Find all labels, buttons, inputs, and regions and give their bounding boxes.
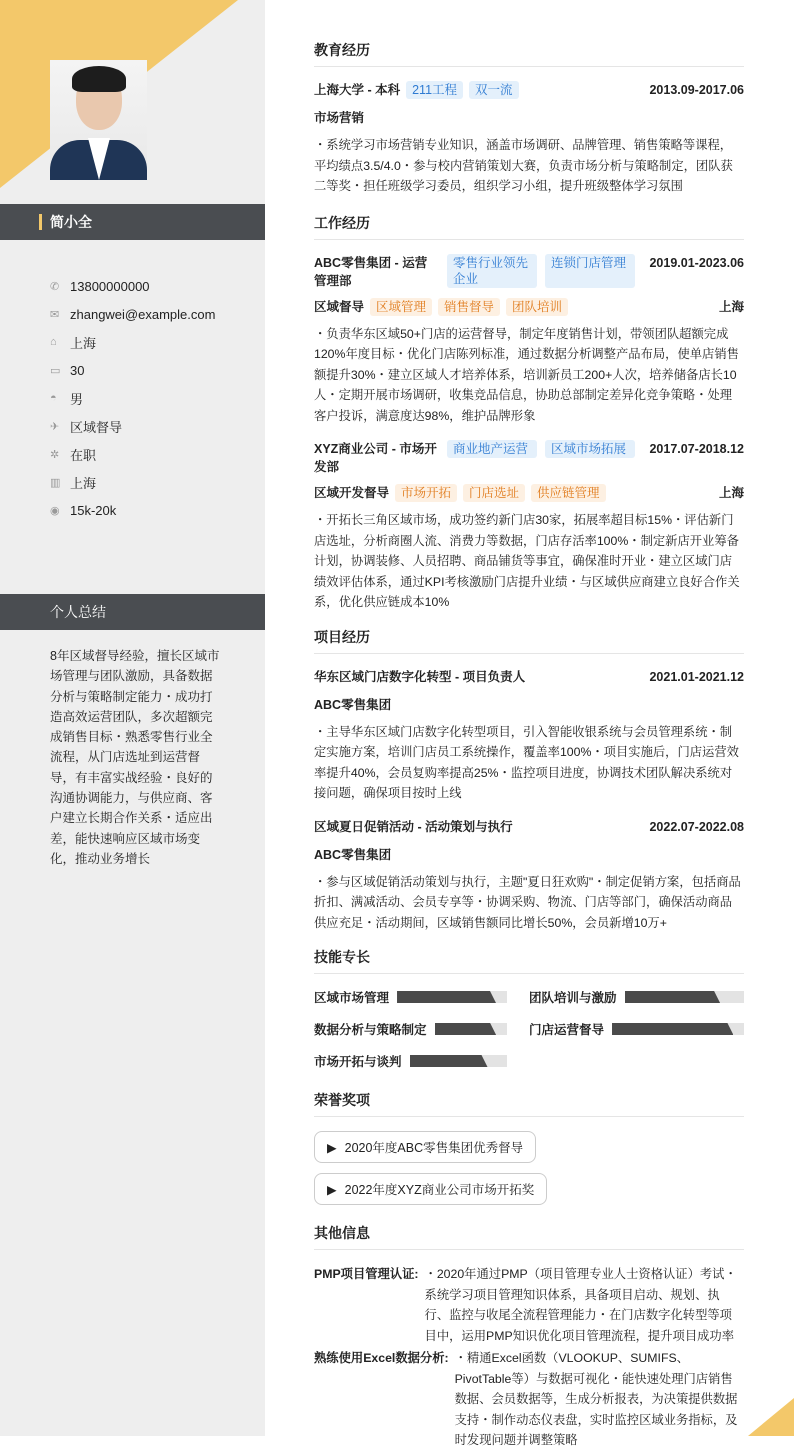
tag: 市场开拓 <box>395 484 457 502</box>
date: 2013.09-2017.06 <box>649 83 744 97</box>
date: 2019.01-2023.06 <box>649 255 744 270</box>
skill-name: 市场开拓与谈判 <box>314 1055 402 1069</box>
contact-phone <box>50 272 215 300</box>
tag: 区域管理 <box>370 298 432 316</box>
major: 市场营销 <box>314 111 365 125</box>
contact-position <box>50 412 215 440</box>
triangle-right-icon: ▶ <box>327 1141 337 1155</box>
sidebar <box>0 0 265 1436</box>
role: 区域开发督导 <box>314 486 390 500</box>
award-item[interactable] <box>314 1131 536 1163</box>
tag: 连锁门店管理 <box>545 254 635 288</box>
age-icon: ▭ <box>50 364 61 377</box>
tag: 双一流 <box>469 81 519 99</box>
summary-text: 8年区域督导经验，擅长区域市场管理与团队激励，具备数据分析与策略制定能力・成功打造高效运营团队，多次超额完成销售目标・熟悉零售行业全流程，从门店选址到运营督导，有丰富实战经验・良好的沟通协调能力，与供应商、客户建立长期合作关系・适应出差，能快速响应区域市场变化，推动业务增长 <box>50 649 220 866</box>
role: 区域督导 <box>314 299 365 314</box>
contact-text: 30 <box>70 362 85 378</box>
other-text: ・精通Excel函数（VLOOKUP、SUMIFS、PivotTable等）与数据可视化・能快速处理门店销售数据、会员数据等，生成分析报表，为决策提供数据支持・制作动态仪表盘，实时监控区域业务指标，及时发现问题并调整策略 <box>454 1351 738 1447</box>
skill-item <box>314 988 529 1006</box>
building-icon: ▥ <box>50 476 61 489</box>
skill-bar-fill <box>612 1023 733 1035</box>
skill-item <box>529 1020 744 1038</box>
contact-email <box>50 300 215 328</box>
project-org: ABC零售集团 <box>314 697 392 712</box>
date: 2021.01-2021.12 <box>649 669 744 684</box>
tag: 区域市场拓展 <box>545 440 635 458</box>
tag: 211工程 <box>406 81 463 99</box>
work-header <box>314 440 744 476</box>
status-icon: ✲ <box>50 448 60 461</box>
other-label: 熟练使用Excel数据分析: <box>314 1351 449 1365</box>
education-desc: ・系统学习市场营销专业知识，涵盖市场调研、品牌管理、销售策略等课程，平均绩点3.5/4.0・参与校内营销策划大赛，负责市场分析与策略制定，团队获二等奖・担任班级学习委员，组织学习小组，提升班级整体学习氛围 <box>314 138 733 193</box>
contact-age <box>50 356 215 384</box>
section-title: 技能专长 <box>314 947 744 974</box>
section-title: 荣誉奖项 <box>314 1090 744 1117</box>
contact-text: zhangwei@example.com <box>70 306 216 322</box>
triangle-right-icon: ▶ <box>327 1183 337 1197</box>
skill-item <box>529 988 744 1006</box>
tag: 商业地产运营 <box>447 440 537 458</box>
home-icon: ⌂ <box>50 336 57 348</box>
skill-bar <box>435 1023 507 1035</box>
section-title: 其他信息 <box>314 1223 744 1250</box>
contact-status <box>50 440 215 468</box>
project-header <box>314 818 744 836</box>
other-item <box>314 1264 744 1346</box>
tag: 供应链管理 <box>531 484 606 502</box>
skill-bar <box>410 1055 507 1067</box>
contact-text: 上海 <box>70 335 97 351</box>
skill-item <box>314 1052 529 1070</box>
city: 上海 <box>718 486 744 500</box>
school-name: 上海大学 - 本科 <box>314 83 401 97</box>
work-item <box>314 254 744 427</box>
main-content <box>314 40 744 1453</box>
skill-name: 门店运营督导 <box>529 1023 605 1037</box>
gender-icon: ◓ <box>50 392 57 404</box>
contact-location <box>50 328 215 356</box>
work-item <box>314 440 744 613</box>
project-name: 区域夏日促销活动 - 活动策划与执行 <box>314 819 513 834</box>
award-row <box>314 1173 744 1215</box>
work-desc: ・负责华东区域50+门店的运营督导，制定年度销售计划，带领团队超额完成120%年度目标・优化门店陈列标准，通过数据分析调整产品布局，使单店销售额提升30%・建立区域人才培养体系，培训新员工200+人次，培养储备店长10人・定期开展市场调研，收集竞品信息，协助总部制定差异化竞争策略・处理客户投诉，满意度达98%，维护品牌形象 <box>314 326 739 423</box>
tag: 零售行业领先企业 <box>447 254 537 288</box>
award-text: 2020年度ABC零售集团优秀督导 <box>344 1141 524 1155</box>
skill-bar-fill <box>397 991 496 1003</box>
contact-text: 上海 <box>70 475 97 491</box>
city: 上海 <box>718 299 744 314</box>
section-title: 工作经历 <box>314 213 744 240</box>
project-desc: ・参与区域促销活动策划与执行，主题"夏日狂欢购"・制定促销方案，包括商品折扣、满减活动、会员专享等・协调采购、物流、门店等部门，确保活动商品供应充足・活动期间，区域销售额同比增长50%，会员新增10万+ <box>314 874 741 930</box>
tag: 团队培训 <box>506 298 568 316</box>
phone-icon: ✆ <box>50 280 60 293</box>
skill-bar <box>397 991 507 1003</box>
project-item <box>314 668 744 804</box>
contact-list <box>50 272 215 524</box>
other-label: PMP项目管理认证: <box>314 1267 419 1281</box>
skill-name: 区域市场管理 <box>314 991 390 1005</box>
skill-bar <box>612 1023 744 1035</box>
contact-gender <box>50 384 215 412</box>
avatar <box>50 60 147 180</box>
skill-item <box>314 1020 529 1038</box>
company-name: ABC零售集团 - 运营管理部 <box>314 255 428 288</box>
skill-list <box>314 988 744 1070</box>
decorative-triangle <box>748 1398 794 1436</box>
contact-text: 区域督导 <box>70 419 123 435</box>
project-item <box>314 818 744 934</box>
company-name: XYZ商业公司 - 市场开发部 <box>314 442 437 474</box>
role-row <box>314 484 744 502</box>
mail-icon: ✉ <box>50 308 60 321</box>
skill-name: 数据分析与策略制定 <box>314 1023 427 1037</box>
award-item[interactable] <box>314 1173 547 1205</box>
project-header <box>314 668 744 686</box>
project-desc: ・主导华东区域门店数字化转型项目，引入智能收银系统与会员管理系统・制定实施方案，培训门店员工系统操作，覆盖率100%・项目实施后，门店运营效率提升40%，会员复购率提高25%・监控项目进度，协调技术团队解决系统对接问题，确保项目按时上线 <box>314 724 739 800</box>
date: 2022.07-2022.08 <box>649 819 744 834</box>
position-icon: ✈ <box>50 420 60 433</box>
skill-bar-fill <box>435 1023 497 1035</box>
other-item <box>314 1348 744 1451</box>
education-header <box>314 81 744 99</box>
section-title: 教育经历 <box>314 40 744 67</box>
contact-text: 男 <box>70 391 84 407</box>
work-desc: ・开拓长三角区域市场，成功签约新门店30家，拓展率超目标15%・评估新门店选址，分析商圈人流、消费力等数据，门店存活率100%・制定新店开业筹备计划，协调装修、人员招聘、商品铺货等事宜，确保准时开业・建立区域门店绩效评估体系，通过KPI考核激励门店提升业绩・与区域供应商建立良好合作关系，优化供应链成本10% <box>314 513 740 609</box>
work-header <box>314 254 744 290</box>
award-row <box>314 1131 744 1173</box>
name-heading: 简小全 <box>0 204 265 240</box>
skill-name: 团队培训与激励 <box>529 991 617 1005</box>
contact-text: 在职 <box>70 447 97 463</box>
salary-icon: ◉ <box>50 504 60 517</box>
role-row <box>314 298 744 316</box>
other-text: ・2020年通过PMP（项目管理专业人士资格认证）考试・系统学习项目管理知识体系，具备项目启动、规划、执行、监控与收尾全流程管理能力・在门店数字化转型等项目中，运用PMP知识优化项目管理流程，提升项目成功率 <box>424 1267 737 1343</box>
contact-text: 15k-20k <box>70 502 117 518</box>
summary-heading: 个人总结 <box>0 594 265 630</box>
section-title: 项目经历 <box>314 627 744 654</box>
contact-salary <box>50 496 215 524</box>
skill-bar-fill <box>625 991 721 1003</box>
date: 2017.07-2018.12 <box>649 442 744 456</box>
award-text: 2022年度XYZ商业公司市场开拓奖 <box>344 1183 535 1197</box>
project-name: 华东区域门店数字化转型 - 项目负责人 <box>314 669 526 684</box>
project-org: ABC零售集团 <box>314 847 392 862</box>
skill-bar-fill <box>410 1055 488 1067</box>
contact-text: 13800000000 <box>70 278 150 294</box>
tag: 门店选址 <box>463 484 525 502</box>
contact-city <box>50 468 215 496</box>
tag: 销售督导 <box>438 298 500 316</box>
skill-bar <box>625 991 744 1003</box>
